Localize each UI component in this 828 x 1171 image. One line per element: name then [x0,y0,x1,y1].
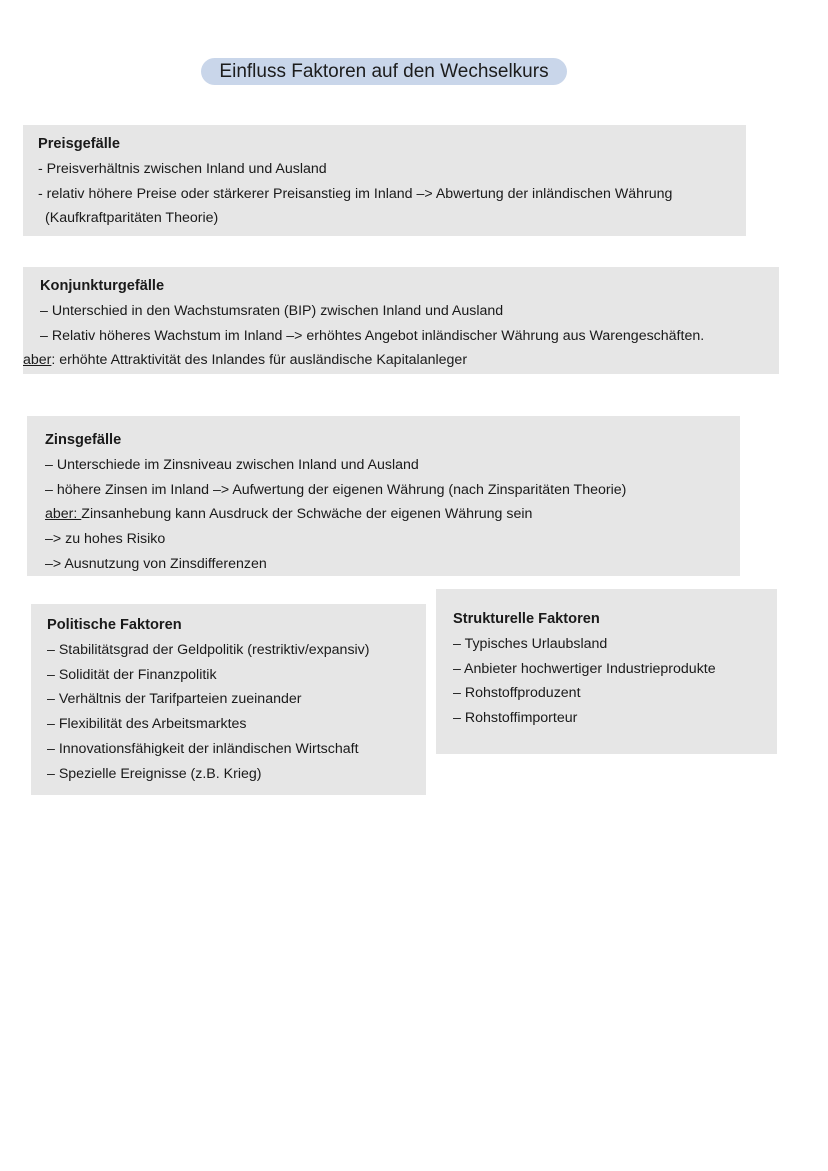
zinsgefaelle-box [27,416,740,576]
aber-label: aber: [45,506,82,523]
politische-faktoren-box [31,604,426,795]
strukturelle-faktoren-box [436,589,777,754]
zinsgefaelle-line-5: –> Ausnutzung von Zinsdifferenzen [45,555,267,572]
strukturelle-faktoren-heading: Strukturelle Faktoren [453,611,600,627]
list-item: – Verhältnis der Tarifparteien zueinander [47,691,302,708]
politische-faktoren-heading: Politische Faktoren [47,617,182,633]
zinsgefaelle-line-3 [45,502,740,527]
page-title: Einfluss Faktoren auf den Wechselkurs [201,58,567,85]
list-item: – Spezielle Ereignisse (z.B. Krieg) [47,765,262,782]
list-item: – Anbieter hochwertiger Industrieprodukte [453,660,716,677]
list-item: – Stabilitätsgrad der Geldpolitik (restriktiv/expansiv) [47,641,370,658]
zinsgefaelle-line-4: –> zu hohes Risiko [45,531,166,548]
zinsgefaelle-heading: Zinsgefälle [45,432,122,448]
konjunkturgefaelle-line-2: – Relativ höheres Wachstum im Inland –> erhöhtes Angebot inländischer Währung aus Warengeschäften. [40,327,705,344]
aber-label: aber [23,352,52,369]
zinsgefaelle-line-3-text: Zinsanhebung kann Ausdruck der Schwäche der eigenen Währung sein [81,506,533,523]
preisgefaelle-line-1: - Preisverhältnis zwischen Inland und Ausland [38,160,327,177]
list-item: – Solidität der Finanzpolitik [47,666,217,683]
konjunkturgefaelle-line-3 [23,348,779,373]
konjunkturgefaelle-line-1: – Unterschied in den Wachstumsraten (BIP) zwischen Inland und Ausland [40,302,504,319]
konjunkturgefaelle-heading: Konjunkturgefälle [40,278,165,294]
zinsgefaelle-line-2: – höhere Zinsen im Inland –> Aufwertung der eigenen Währung (nach Zinsparitäten Theorie) [45,481,627,498]
konjunkturgefaelle-box [23,267,779,374]
list-item: – Flexibilität des Arbeitsmarktes [47,716,247,733]
list-item: – Rohstoffproduzent [453,685,581,702]
list-item: – Typisches Urlaubsland [453,635,608,652]
konjunkturgefaelle-line-3-text: : erhöhte Attraktivität des Inlandes für ausländische Kapitalanleger [51,352,468,369]
preisgefaelle-box [23,125,746,236]
preisgefaelle-heading: Preisgefälle [38,136,120,152]
list-item: – Innovationsfähigkeit der inländischen Wirtschaft [47,740,359,757]
zinsgefaelle-line-1: – Unterschiede im Zinsniveau zwischen Inland und Ausland [45,456,419,473]
preisgefaelle-line-2: - relativ höhere Preise oder stärkerer Preisanstieg im Inland –> Abwertung der inländischen Währung [38,185,673,202]
preisgefaelle-line-3: (Kaufkraftparitäten Theorie) [45,210,219,227]
list-item: – Rohstoffimporteur [453,710,578,727]
